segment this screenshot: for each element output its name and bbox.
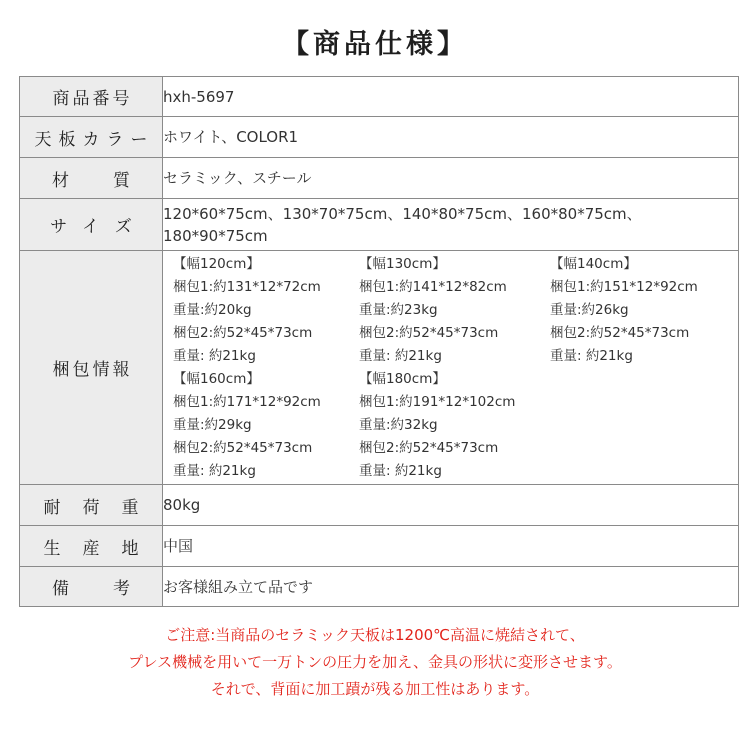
caution-line-2: プレス機械を用いて一万トンの圧力を加え、金具の形状に変形させます。 xyxy=(128,653,622,671)
caution-line-3: それで、背面に加工蹟が残る加工性はあります。 xyxy=(210,680,540,698)
material-value: セラミック、スチール xyxy=(163,158,739,199)
origin-value: 中国 xyxy=(163,526,739,567)
packing-group-160: 【幅160cm】 梱包1:約171*12*92cm 重量:約29kg 梱包2:約52*45*73cm 重量: 約21kg xyxy=(173,371,321,479)
packing-group-130: 【幅130cm】 梱包1:約141*12*82cm 重量:約23kg 梱包2:約52*45*73cm 重量: 約21kg xyxy=(359,256,507,364)
spec-row-remarks xyxy=(20,567,739,607)
remarks-value: お客様組み立て品です xyxy=(163,567,739,607)
packing-group-180: 【幅180cm】 梱包1:約191*12*102cm 重量:約32kg 梱包2:約52*45*73cm 重量: 約21kg xyxy=(359,371,516,479)
row-label: 耐荷重 xyxy=(20,485,163,526)
spec-row-material xyxy=(20,158,739,199)
spec-row-load xyxy=(20,485,739,526)
caution-notes xyxy=(0,622,750,703)
spec-row-color xyxy=(20,117,739,158)
row-label: サイズ xyxy=(20,199,163,251)
load-value: 80kg xyxy=(163,485,739,526)
top-color-value: ホワイト、COLOR1 xyxy=(163,117,739,158)
size-value: 120*60*75cm、130*70*75cm、140*80*75cm、160*80*75cm、 180*90*75cm xyxy=(163,199,739,251)
spec-row-packing xyxy=(20,251,739,485)
spec-row-number xyxy=(20,77,739,117)
spec-row-size xyxy=(20,199,739,251)
spec-table xyxy=(19,76,739,607)
packing-group-140: 【幅140cm】 梱包1:約151*12*92cm 重量:約26kg 梱包2:約52*45*73cm 重量: 約21kg xyxy=(550,256,698,364)
row-label: 材質 xyxy=(20,158,163,199)
product-number-value: hxh-5697 xyxy=(163,77,739,117)
page-title: 【商品仕様】 xyxy=(282,29,468,60)
row-label: 商品番号 xyxy=(20,77,163,117)
packing-group-120: 【幅120cm】 梱包1:約131*12*72cm 重量:約20kg 梱包2:約52*45*73cm 重量: 約21kg xyxy=(173,256,321,364)
row-label: 天板カラー xyxy=(20,117,163,158)
packing-value xyxy=(163,251,739,485)
packing-grid xyxy=(163,251,738,484)
row-label: 備考 xyxy=(20,567,163,607)
caution-line-1: ご注意:当商品のセラミック天板は1200℃高温に焼結されて、 xyxy=(165,626,585,644)
spec-row-origin xyxy=(20,526,739,567)
row-label: 生産地 xyxy=(20,526,163,567)
row-label: 梱包情報 xyxy=(20,251,163,485)
